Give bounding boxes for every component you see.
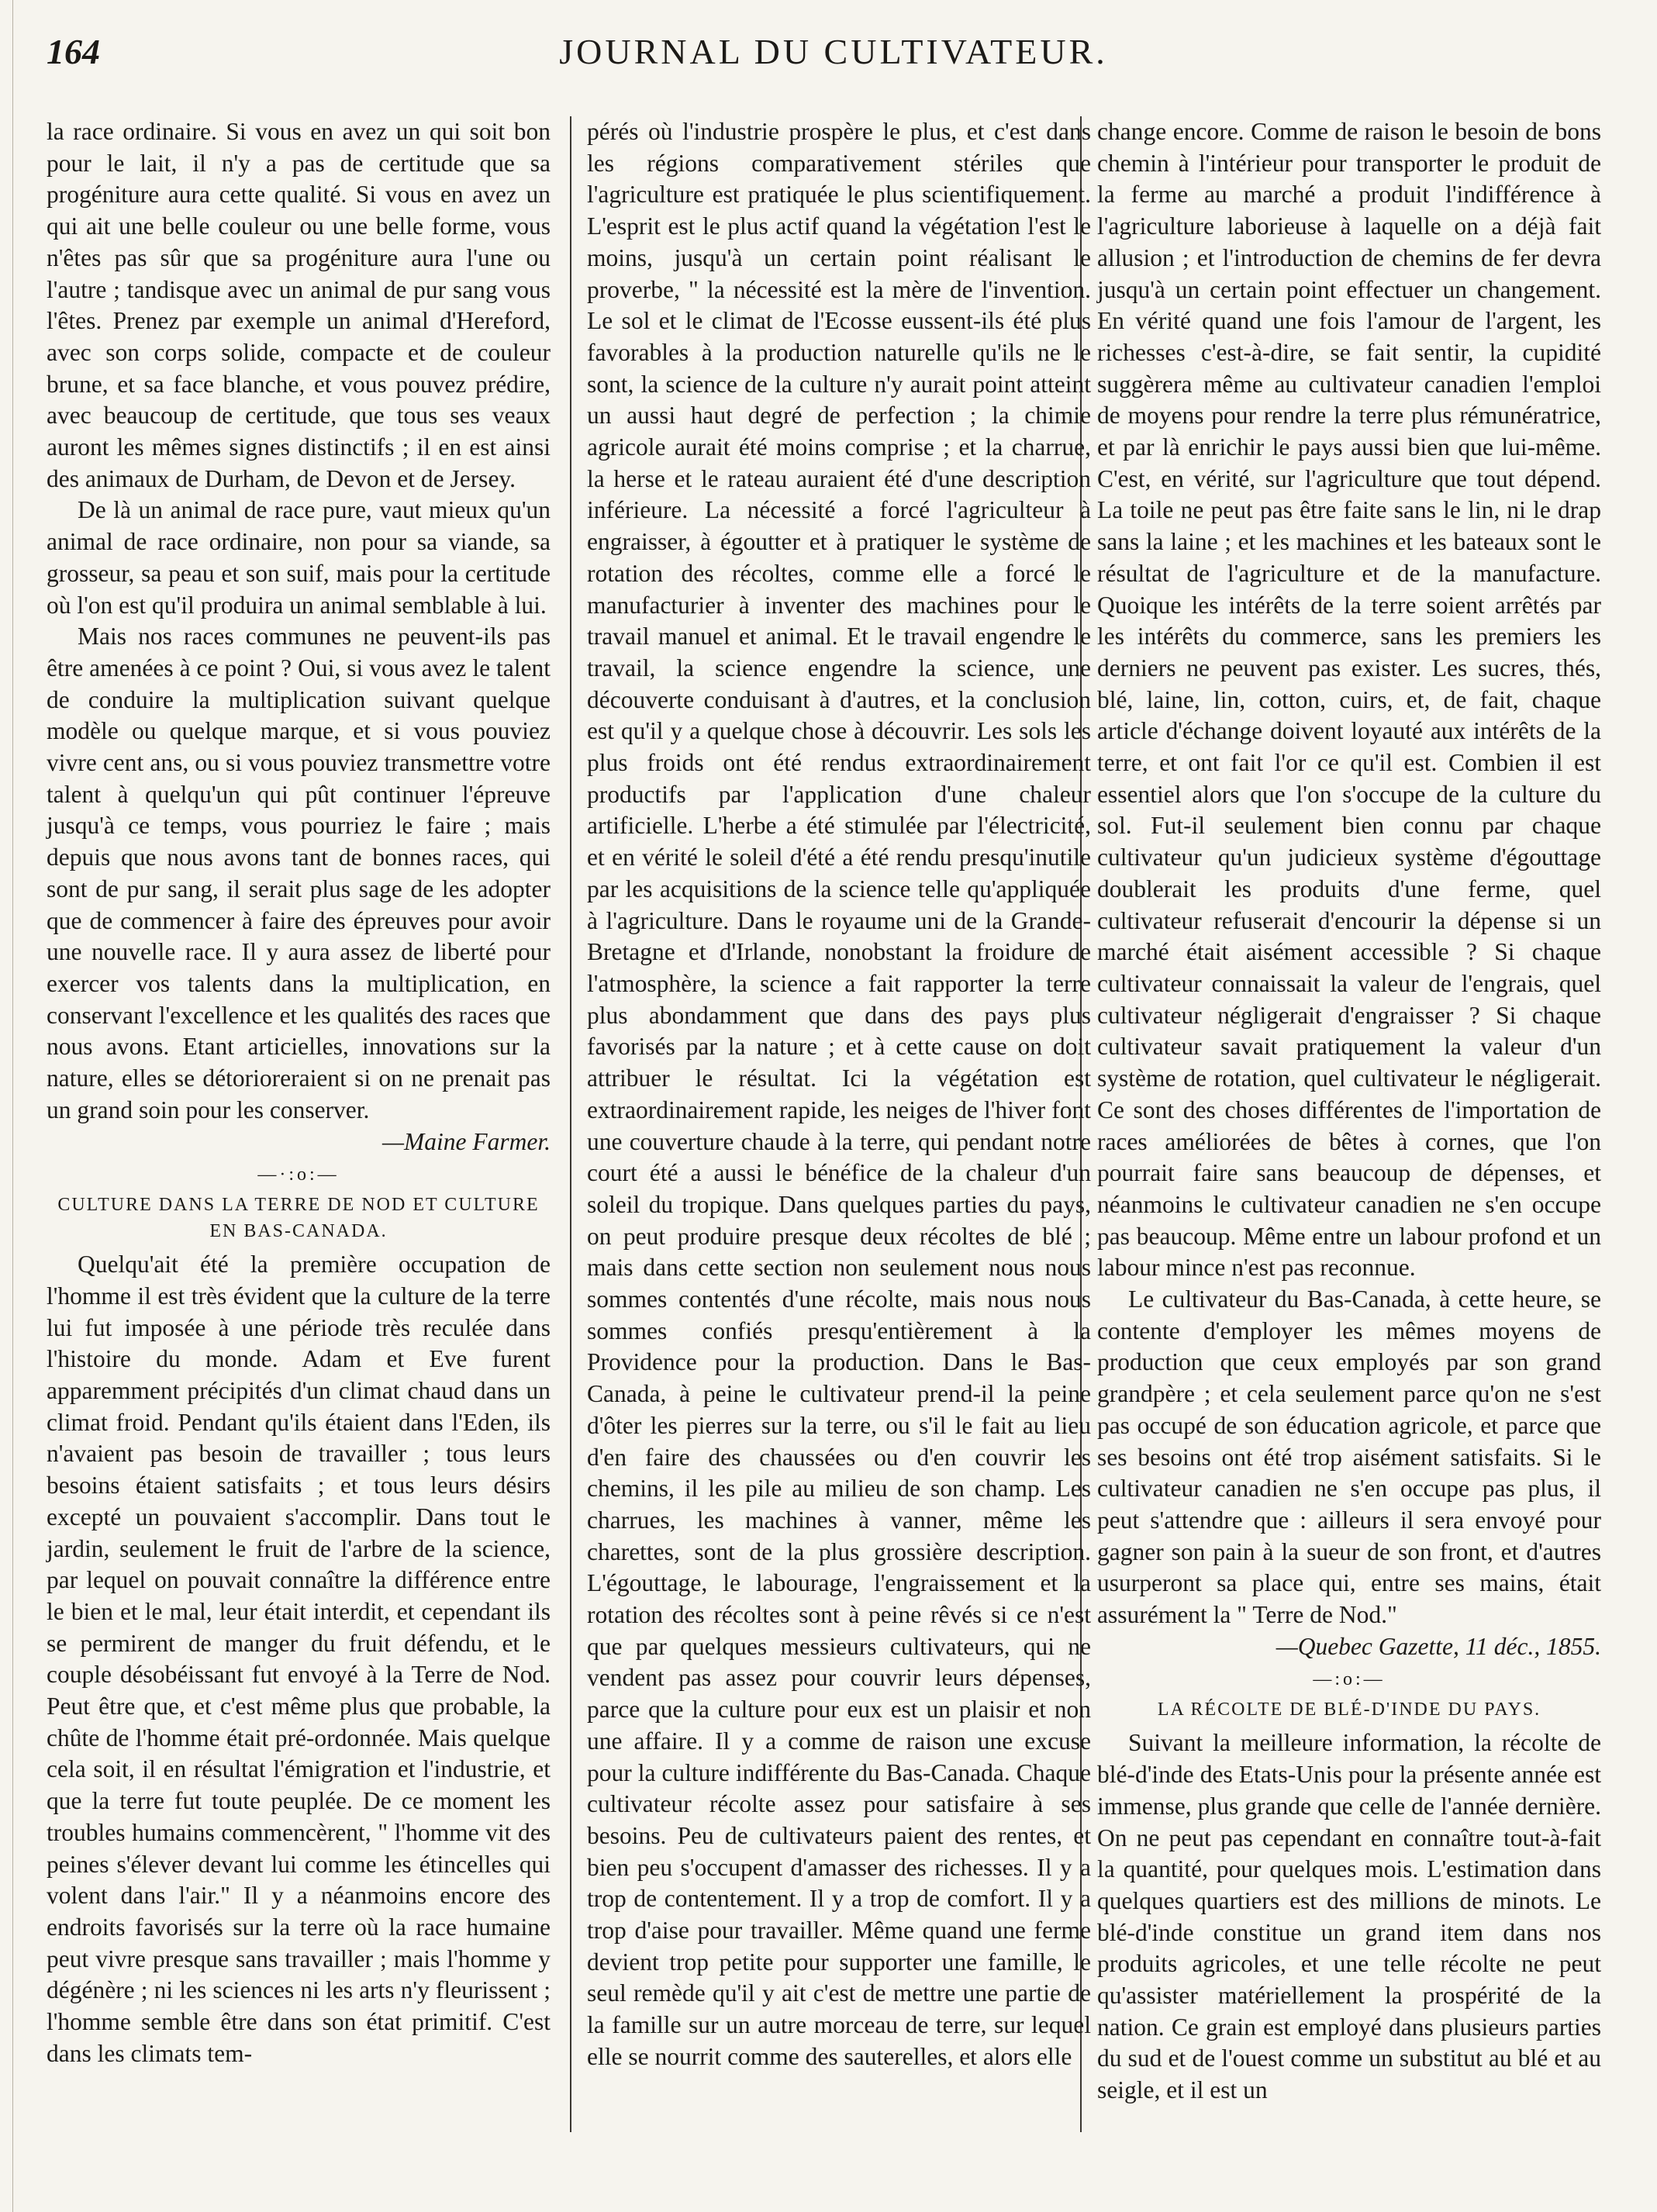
page-edge (3, 0, 13, 2212)
paragraph: Quelqu'ait été la première occupation de l'homme il est très évident que la culture de la terre lui fut imposée à une période très reculée dans l'histoire du monde. Adam et Eve furent apparemment précipités d'un climat chaud dans un climat froid. Pendant qu'ils étaient dans l'Eden, ils n'avaient pas besoin de travailler ; tous leurs besoins étaient satisfaits ; et tous leurs désirs excepté un pouvaient s'accomplir. Dans tout le jardin, seulement le fruit de l'arbre de la science, par lequel on pouvait connaître la différence entre le bien et le mal, leur était interdit, et cependant ils se permirent de manger du fruit défendu, et le couple désobéissant fut envoyé à la Terre de Nod. Peut être que, et c'est même plus que probable, la chûte de l'homme était pré-ordonnée. Mais quelque cela soit, il en résultat l'émigration et l'industrie, et que la terre fut toute peuplée. De ce moment les troubles humains commencèrent, " l'homme vit des peines s'élever devant lui comme les étincelles qui volent dans l'air." Il y a néanmoins encore des endroits favorisés sur la terre où la race humaine peut vivre presque sans travailler ; mais l'homme y dégénère ; ni les sciences ni les arts n'y fleurissent ; l'homme semble être dans son état primitif. C'est dans les climats tem- (47, 1251, 551, 2067)
paragraph: change encore. Comme de raison le besoin de bons chemin à l'intérieur pour transporter le produit de la ferme au marché a produit l'indifférence à l'agriculture laborieuse à laquelle on a déjà fait allusion ; et l'introduction de chemins de fer devra jusqu'à un certain point effectuer un changement. En vérité quand une fois l'amour de l'argent, les richesses c'est-à-dire, se fait sentir, la cupidité suggèrera même au cultivateur canadien l'emploi de moyens pour rendre la terre plus rémunératrice, et par là enrichir le pays aussi bien que lui-même. C'est, en vérité, sur l'agriculture que tout dépend. La toile ne peut pas être faite sans le lin, ni le drap sans la laine ; et les machines et les bateaux sont le résultat de l'agriculture et de la manufacture. Quoique les intérêts de la terre soient arrêtés par les intérêts du commerce, sans les premiers les derniers ne peuvent pas exister. Les sucres, thés, blé, laine, lin, cotton, cuirs, et, de fait, chaque article d'échange doivent loyauté aux intérêts de la terre, et ont fait l'or ce qu'il est. Combien il est essentiel alors que l'on s'occupe de la culture du sol. Fut-il seulement bien connu par chaque cultivateur qu'un judicieux système d'égouttage doublerait les produits d'une ferme, quel cultivateur refuserait d'encourir la dépense si un marché était aisément accessible ? Si chaque cultivateur connaissait la valeur de l'engrais, quel cultivateur négligerait d'engraisser ? Si chaque cultivateur savait pratiquement la valeur d'un système de rotation, quel cultivateur le négligerait. Ce sont des choses différentes de l'importation de races améliorées de bêtes à cornes, que l'on pourrait faire sans beaucoup de dépenses, et néanmoins le cultivateur canadien ne s'en occupe pas beaucoup. Même entre un labour profond et un labour mince n'est pas reconnue. (1097, 118, 1601, 1282)
running-title: JOURNAL DU CULTIVATEUR. (559, 32, 1108, 71)
paragraph: De là un animal de race pure, vaut mieux qu'un animal de race ordinaire, non pour sa viande, sa grosseur, sa peau et son suif, mais pour la certitude où l'on est qu'il produira un animal semblable à lui. (47, 496, 551, 619)
section-separator: —·:o:— (257, 1165, 340, 1185)
paragraph: la race ordinaire. Si vous en avez un qui soit bon pour le lait, il n'y a pas de certitude que sa progéniture aura cette qualité. Si vous en avez un qui ait une belle couleur ou une belle forme, vous n'êtes pas sûr que sa progéniture aura l'une ou l'autre ; tandisque avec un animal de pur sang vous l'êtes. Prenez par exemple un animal d'Hereford, avec son corps solide, compacte et de couleur brune, et sa face blanche, et vous pouvez prédire, avec beaucoup de certitude, que tous ses veaux auront les mêmes signes distinctifs ; il en est ainsi des animaux de Durham, de Devon et de Jersey. (47, 118, 551, 492)
section-title: CULTURE DANS LA TERRE DE NOD ET CULTURE EN BAS-CANADA. (57, 1195, 540, 1242)
paragraph: pérés où l'industrie prospère le plus, et c'est dans les régions comparativement stériles que l'agriculture est pratiquée le plus scientifiquement. L'esprit est le plus actif quand la végétation l'est le moins, jusqu'à un certain point réalisant le proverbe, " la nécessité est la mère de l'invention. Le sol et le climat de l'Ecosse eussent-ils été plus favorables à la production naturelle qu'ils ne le sont, la science de la culture n'y aurait point atteint un aussi haut degré de perfection ; la chimie agricole aurait été moins comprise ; et la charrue, la herse et le rateau auraient été d'une description inférieure. La nécessité a forcé l'agriculteur à engraisser, à égoutter et à pratiquer le système de rotation des récoltes, comme elle a forcé le manufacturier à inventer des machines pour le travail manuel et animal. Et le travail engendre le travail, la science engendre la science, une découverte conduisant à d'autres, et la conclusion est qu'il y a quelque chose à découvrir. Les sols les plus froids ont été rendus extraordinairement productifs par l'application d'une chaleur artificielle. L'herbe a été stimulée par l'électricité, et en vérité le soleil d'été a été rendu presqu'inutile par les acquisitions de la science telle qu'appliquée à l'agriculture. Dans le royaume uni de la Grande-Bretagne et d'Irlande, nonobstant la froidure de l'atmosphère, la science a fait rapporter la terre plus abondamment que dans des pays plus favorisés par la nature ; et à cette cause on doit attribuer le résultat. Ici la végétation est extraordinairement rapide, les neiges de l'hiver font une couverture chaude à la terre, qui pendant notre court été a aussi le bénéfice de la chaleur d'un soleil du tropique. Dans quelques parties du pays, on peut produire presque deux récoltes de blé ; mais dans cette section non seulement nous nous sommes contentés d'une récolte, mais nous nous sommes confiés presqu'entièrement à la Providence pour la production. Dans le Bas-Canada, à peine le cultivateur prend-il la peine d'ôter les pierres sur la terre, ou s'il le fait au lieu d'en faire des chaussées ou d'en couvrir les chemins, il les pile au milieu de son champ. Les charrues, les machines à vanner, même les charettes, sont de la plus grossière description. L'égouttage, le labourage, l'engraissement et la rotation des récoltes sont à peine rêvés si ce n'est que par quelques messieurs cultivateurs, qui ne vendent pas assez pour couvrir leurs dépenses, parce que la culture pour eux est un plaisir et non une affaire. Il y a comme de raison une excuse pour la culture indifférente du Bas-Canada. Chaque cultivateur récolte assez pour satisfaire à ses besoins. Peu de cultivateurs paient des rentes, et bien peu s'occupent d'amasser des richesses. Il y a trop de contentement. Il y a trop de comfort. Il y a trop d'aise pour travailler. Même quand une ferme devient trop petite pour supporter une famille, le seul remède qu'il y ait c'est de mettre une partie de la famille sur un autre morceau de terre, sur lequel elle se nourrit comme des sauterelles, et alors elle (587, 118, 1091, 2070)
source-attribution: —Quebec Gazette, 11 déc., 1855. (1276, 1632, 1601, 1660)
column-rule (570, 116, 571, 2132)
paragraph: Suivant la meilleure information, la récolte de blé-d'inde des Etats-Unis pour la présente année est immense, plus grande que celle de l'année dernière. On ne peut pas cependant en connaître tout-à-fait la quantité, pour quelques mois. L'estimation dans quelques quartiers est des millions de minots. Le blé-d'inde constitue un grand item dans nos produits agricoles, et une telle récolte ne peut qu'assister matériellement la prospérité de la nation. Ce grain est employé dans plusieurs parties du sud et de l'ouest comme un substitut au blé et au seigle, et il est un (1097, 1729, 1601, 2104)
page-number: 164 (47, 32, 100, 71)
paragraph: Mais nos races communes ne peuvent-ils pas être amenées à ce point ? Oui, si vous avez le talent de conduire la multiplication suivant quelque modèle ou quelque marque, et si vous pouviez vivre cent ans, ou si vous pouviez transmettre votre talent à quelqu'un qui pût continuer l'épreuve jusqu'à ce temps, vous pourriez le faire ; mais depuis que nous avons tant de bonnes races, qui sont de pur sang, il serait plus sage de les adopter que de commencer à faire des épreuves pour avoir une nouvelle race. Il y aura assez de liberté pour exercer vos talents dans la multiplication, en conservant l'excellence et les qualités des races que nous avons. Etant articielles, innovations sur la nature, elles se détorioreraient si on ne prenait pas un grand soin pour les conserver. (47, 623, 551, 1123)
page-header (47, 26, 1621, 81)
column-2 (587, 116, 1091, 2073)
column-1 (47, 116, 551, 2069)
source-attribution: —Maine Farmer. (382, 1127, 551, 1155)
section-separator: —:o:— (1313, 1669, 1386, 1690)
paragraph: Le cultivateur du Bas-Canada, à cette heure, se contente d'employer les mêmes moyens de production que ceux employés par son grand grandpère ; et cela seulement parce qu'on ne s'est pas occupé de son éducation agricole, et parce que ses besoins ont été trop aisément satisfaits. Si le cultivateur canadien ne s'en occupe pas plus, il peut s'attendre que : ailleurs il sera envoyé pour gagner son pain à la sueur de son front, et d'autres usurperont sa place qui, entre ses mains, était assurément la " Terre de Nod." (1097, 1285, 1601, 1629)
section-title: LA RÉCOLTE DE BLÉ-D'INDE DU PAYS. (1157, 1700, 1541, 1720)
column-3 (1097, 116, 1601, 2107)
